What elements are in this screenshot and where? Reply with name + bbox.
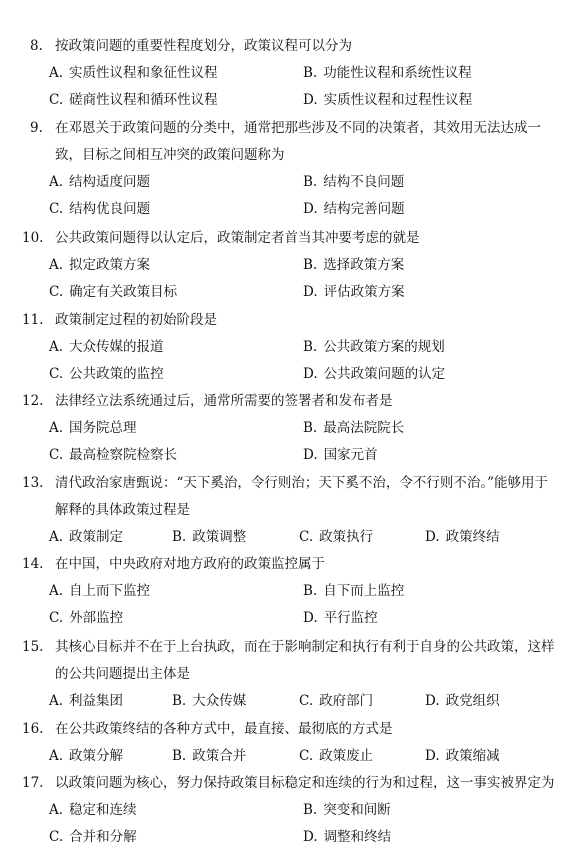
question-12 — [0, 388, 581, 469]
option-a: A. 国务院总理 — [49, 420, 137, 436]
option-b: B. 最高法院院长 — [303, 420, 405, 436]
option-b: B. 公共政策方案的规划 — [303, 339, 445, 355]
question-stem: 15. 其核心目标并不在于上台执政，而在于影响制定和执行有利于自身的公共政策，这样的公共问题提出主体是 — [0, 634, 581, 688]
option-d: D. 政策缩减 — [425, 748, 500, 764]
option-a: A. 政策分解 — [49, 748, 124, 764]
option-a: A. 稳定和连续 — [49, 802, 137, 818]
options-row — [0, 252, 581, 279]
question-number: 8. — [30, 38, 43, 54]
question-stem: 14. 在中国，中央政府对地方政府的政策监控属于 — [0, 551, 581, 578]
options-row — [0, 605, 581, 632]
option-c: C. 政策执行 — [299, 529, 374, 545]
question-13 — [0, 470, 581, 551]
option-a: A. 政策制定 — [49, 529, 124, 545]
option-b: B. 选择政策方案 — [303, 257, 405, 273]
options-row — [0, 361, 581, 388]
option-c: C. 最高检察院检察长 — [49, 447, 178, 463]
option-c: C. 磋商性议程和循环性议程 — [49, 92, 218, 108]
option-d: D. 平行监控 — [303, 610, 378, 626]
question-11 — [0, 307, 581, 388]
option-b: B. 政策合并 — [172, 748, 247, 764]
options-row — [0, 578, 581, 605]
options-row — [0, 334, 581, 361]
options-row — [0, 87, 581, 114]
option-a: A. 自上而下监控 — [49, 583, 151, 599]
option-a: A. 结构适度问题 — [49, 174, 151, 190]
question-8 — [0, 33, 581, 114]
option-a: A. 拟定政策方案 — [49, 257, 151, 273]
option-d: D. 调整和终结 — [303, 829, 392, 845]
option-b: B. 功能性议程和系统性议程 — [303, 65, 472, 81]
option-d: D. 政党组织 — [425, 693, 500, 709]
option-d: D. 国家元首 — [303, 447, 378, 463]
options-row — [0, 169, 581, 196]
option-d: D. 政策终结 — [425, 529, 500, 545]
options-row — [0, 797, 581, 824]
question-14 — [0, 551, 581, 632]
question-number: 9. — [30, 120, 43, 136]
question-number: 16. — [22, 721, 44, 737]
question-number: 10. — [22, 230, 44, 246]
option-c: C. 外部监控 — [49, 610, 124, 626]
option-d: D. 结构完善问题 — [303, 201, 405, 217]
options-row — [0, 442, 581, 469]
options-row — [0, 196, 581, 223]
question-stem: 17. 以政策问题为核心，努力保持政策目标稳定和连续的行为和过程，这一事实被界定为 — [0, 770, 581, 797]
option-c: C. 结构优良问题 — [49, 201, 151, 217]
option-b: B. 大众传媒 — [172, 693, 247, 709]
option-c: C. 政策废止 — [299, 748, 374, 764]
question-9 — [0, 115, 581, 223]
question-stem: 9. 在邓恩关于政策问题的分类中，通常把那些涉及不同的决策者，其效用无法达成一致，目标之间相互冲突的政策问题称为 — [0, 115, 581, 169]
question-number: 11. — [22, 312, 44, 328]
question-15 — [0, 634, 581, 715]
option-d: D. 评估政策方案 — [303, 284, 405, 300]
question-stem: 12. 法律经立法系统通过后，通常所需要的签署者和发布者是 — [0, 388, 581, 415]
option-b: B. 政策调整 — [172, 529, 247, 545]
option-c: C. 合并和分解 — [49, 829, 137, 845]
options-row — [0, 415, 581, 442]
options-row — [0, 743, 581, 770]
options-row — [0, 60, 581, 87]
question-number: 13. — [22, 475, 44, 491]
options-row — [0, 688, 581, 715]
option-d: D. 实质性议程和过程性议程 — [303, 92, 473, 108]
options-row — [0, 279, 581, 306]
options-row — [0, 824, 581, 851]
question-10 — [0, 225, 581, 306]
option-b: B. 突变和间断 — [303, 802, 391, 818]
question-number: 14. — [22, 556, 44, 572]
option-a: A. 实质性议程和象征性议程 — [49, 65, 218, 81]
option-c: C. 政府部门 — [299, 693, 374, 709]
question-stem: 16. 在公共政策终结的各种方式中，最直接、最彻底的方式是 — [0, 716, 581, 743]
question-stem: 8. 按政策问题的重要性程度划分，政策议程可以分为 — [0, 33, 581, 60]
question-16 — [0, 716, 581, 770]
question-stem: 10. 公共政策问题得以认定后，政策制定者首当其冲要考虑的就是 — [0, 225, 581, 252]
option-c: C. 确定有关政策目标 — [49, 284, 178, 300]
question-number: 15. — [22, 639, 44, 655]
options-row — [0, 524, 581, 551]
option-c: C. 公共政策的监控 — [49, 366, 164, 382]
question-number: 12. — [22, 393, 44, 409]
question-17 — [0, 770, 581, 851]
option-b: B. 结构不良问题 — [303, 174, 405, 190]
option-a: A. 利益集团 — [49, 693, 124, 709]
question-stem: 11. 政策制定过程的初始阶段是 — [0, 307, 581, 334]
option-a: A. 大众传媒的报道 — [49, 339, 164, 355]
option-b: B. 自下而上监控 — [303, 583, 405, 599]
question-stem: 13. 清代政治家唐甄说：“天下奚治，令行则治；天下奚不治，令不行则不治。”能够用于解释的具体政策过程是 — [0, 470, 581, 524]
question-number: 17. — [22, 775, 44, 791]
option-d: D. 公共政策问题的认定 — [303, 366, 446, 382]
